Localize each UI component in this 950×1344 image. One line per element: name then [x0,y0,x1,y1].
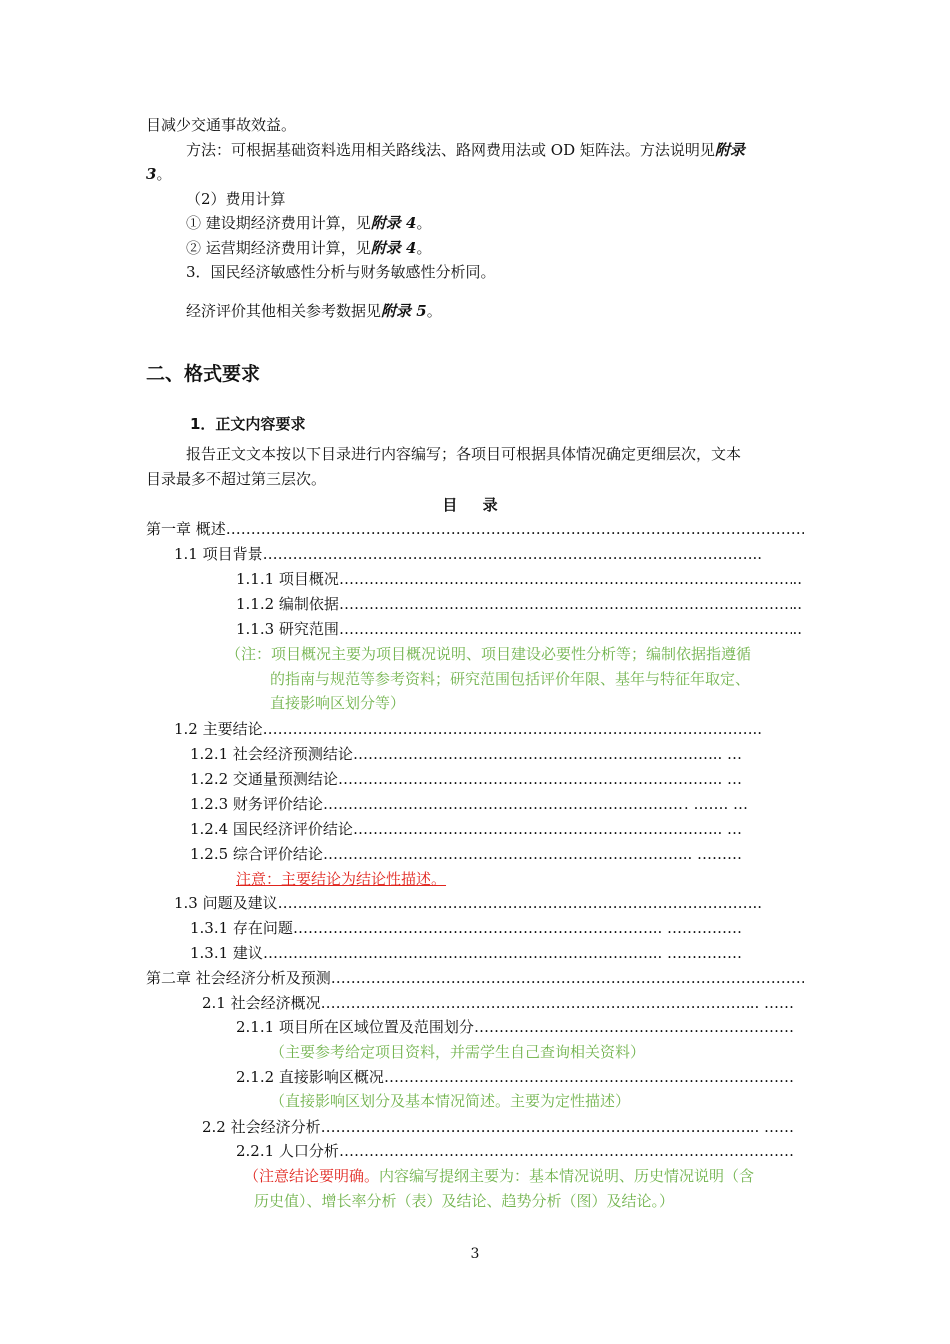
cost-item-1-text: ① 建设期经济费用计算，见 [186,214,371,232]
toc-entry: 1.3.1 存在问题 …………………………………………………………………………………………………………………………………………………………………………………………………… .. …………… [190,917,742,939]
method-paragraph-cont [146,163,171,185]
toc-entry [146,518,804,540]
toc-entry [146,967,804,989]
toc-entry: 1.2.5 综合评价结论 …………………………………………………………………………………………………………………………………………………………………………………………………… .. ……… [190,843,742,865]
toc-label: 1.3.1 建议 [190,944,263,962]
note-warning: 注意：主要结论为结论性描述。 [236,870,447,888]
toc-entry: 2.2 社会经济分析 …………………………………………………………………………………………………………………………………………………………………………………………………… .. …… [202,1116,794,1138]
toc-leader [331,967,804,989]
toc-entry: 1.1 项目背景 …………………………………………………………………………………………………………………………………………………………………………………………………… .. [174,543,762,565]
toc-label: 1.2.4 国民经济评价结论 [190,820,353,838]
method-text: 方法：可根据基础资料选用相关路线法、路网费用法或 OD 矩阵法。方法说明见 [186,141,715,159]
other-end: 。 [426,302,442,320]
toc-leader [321,1116,750,1138]
toc-leader [339,593,793,615]
appendix-ref-num: 3 [146,165,157,183]
toc-leader [278,892,753,914]
paragraph-line: 目录最多不超过第三层次。 [146,470,327,488]
toc-entry: 1.2.4 国民经济评价结论 …………………………………………………………………………………………………………………………………………………………………………………………………… .. … [190,818,742,840]
toc-leader [321,992,750,1014]
toc-label: 1.2.2 交通量预测结论 [190,770,338,788]
toc-leader [339,568,793,590]
toc-leader [353,818,713,840]
cost-item-1-end: 。 [416,214,432,232]
toc-label: 1.1.1 项目概况 [236,570,339,588]
note-line: 历史值）、增长率分析（表）及结论、趋势分析（图）及结论。） [254,1192,675,1210]
toc-entry [236,1016,794,1038]
toc-leader [384,1066,794,1088]
toc-leader [474,1016,794,1038]
toc-leader [293,917,653,939]
toc-label: 2.2 社会经济分析 [202,1118,321,1136]
method-paragraph [186,139,745,161]
appendix-ref: 附录 5 [381,302,427,320]
toc-entry: 1.3 问题及建议 …………………………………………………………………………………………………………………………………………………………………………………………………… .. [174,892,762,914]
toc-leader [353,743,713,765]
cost-calc-heading: （2）费用计算 [186,190,286,208]
toc-label: 1.1.2 编制依据 [236,595,339,613]
toc-entry: 2.1 社会经济概况 …………………………………………………………………………………………………………………………………………………………………………………………………… .. …… [202,992,794,1014]
note-emphasis: （注意结论要明确。 [244,1167,380,1185]
toc-label: 1.3 问题及建议 [174,894,278,912]
toc-leader [339,1140,794,1162]
note-line: 直接影响区划分等） [270,694,406,712]
note-text: 内容编写提纲主要为：基本情况说明、历史情况说明（含 [379,1167,755,1185]
toc-entry: 1.3.1 建议 …………………………………………………………………………………………………………………………………………………………………………………………………… .. …………… [190,942,742,964]
toc-label: 2.1.1 项目所在区域位置及范围划分 [236,1018,474,1036]
subsection-heading: 1．正文内容要求 [190,415,306,433]
toc-leader [263,543,753,565]
toc-leader [323,843,683,865]
toc-leader [323,793,684,815]
toc-entry [236,1066,794,1088]
cost-item-2 [186,237,431,259]
cost-item-2-end: 。 [416,239,432,257]
paragraph-line: 报告正文文本按以下目录进行内容编写；各项目可根据具体情况确定更细层次，文本 [186,445,742,463]
cost-item-2-text: ② 运营期经济费用计算，见 [186,239,371,257]
toc-label: 2.1 社会经济概况 [202,994,321,1012]
toc-leader [263,942,653,964]
toc-entry: 1.2.2 交通量预测结论 …………………………………………………………………………………………………………………………………………………………………………………………………… .. … [190,768,742,790]
note-line [244,1165,754,1187]
method-end: 。 [156,165,172,183]
toc-entry [236,1140,794,1162]
other-data-line [186,300,442,322]
toc-entry: 1.1.1 项目概况 …………………………………………………………………………………………………………………………………………………………………………………………………… .. [236,568,802,590]
sensitivity-line: 3．国民经济敏感性分析与财务敏感性分析同。 [186,263,496,281]
toc-leader [263,718,753,740]
toc-label: 2.2.1 人口分析 [236,1142,339,1160]
toc-label: 1.2 主要结论 [174,720,263,738]
toc-entry: 1.2 主要结论 …………………………………………………………………………………………………………………………………………………………………………………………………… .. [174,718,762,740]
toc-entry: 1.2.3 财务评价结论 …………………………………………………………………………………………………………………………………………………………………………………………………… . ……. … [190,793,748,815]
toc-label: 第一章 概述 [146,520,226,538]
appendix-ref: 附录 4 [370,239,417,257]
toc-entry: 1.1.2 编制依据 …………………………………………………………………………………………………………………………………………………………………………………………………… .. [236,593,802,615]
toc-label: 2.1.2 直接影响区概况 [236,1068,384,1086]
note-line: （主要参考给定项目资料，并需学生自己查询相关资料） [270,1043,646,1061]
page-number: 3 [470,1246,480,1262]
toc-label: 1.1 项目背景 [174,545,263,563]
toc-leader [338,768,713,790]
toc-entry: 1.1.3 研究范围 …………………………………………………………………………………………………………………………………………………………………………………………………… .. [236,618,802,640]
appendix-ref: 附录 4 [370,214,417,232]
toc-label: 1.1.3 研究范围 [236,620,339,638]
text-line: 目减少交通事故效益。 [146,116,297,134]
toc-label: 第二章 社会经济分析及预测 [146,969,331,987]
toc-label: 1.3.1 存在问题 [190,919,293,937]
cost-item-1 [186,212,431,234]
note-line: 的指南与规范等参考资料；研究范围包括评价年限、基年与特征年取定、 [270,670,751,688]
toc-title: 目 录 [442,496,508,514]
toc-leader [339,618,793,640]
other-text: 经济评价其他相关参考数据见 [186,302,382,320]
toc-label: 1.2.3 财务评价结论 [190,795,323,813]
toc-label: 1.2.5 综合评价结论 [190,845,323,863]
note-line: （直接影响区划分及基本情况简述。主要为定性描述） [270,1092,631,1110]
toc-label: 1.2.1 社会经济预测结论 [190,745,353,763]
appendix-ref: 附录 [714,141,745,159]
toc-entry: 1.2.1 社会经济预测结论 …………………………………………………………………………………………………………………………………………………………………………………………………… .. … [190,743,742,765]
note-line: （注：项目概况主要为项目概况说明、项目建设必要性分析等；编制依据指遵循 [226,645,752,663]
section-heading: 二、格式要求 [146,363,261,385]
toc-leader [226,518,804,540]
